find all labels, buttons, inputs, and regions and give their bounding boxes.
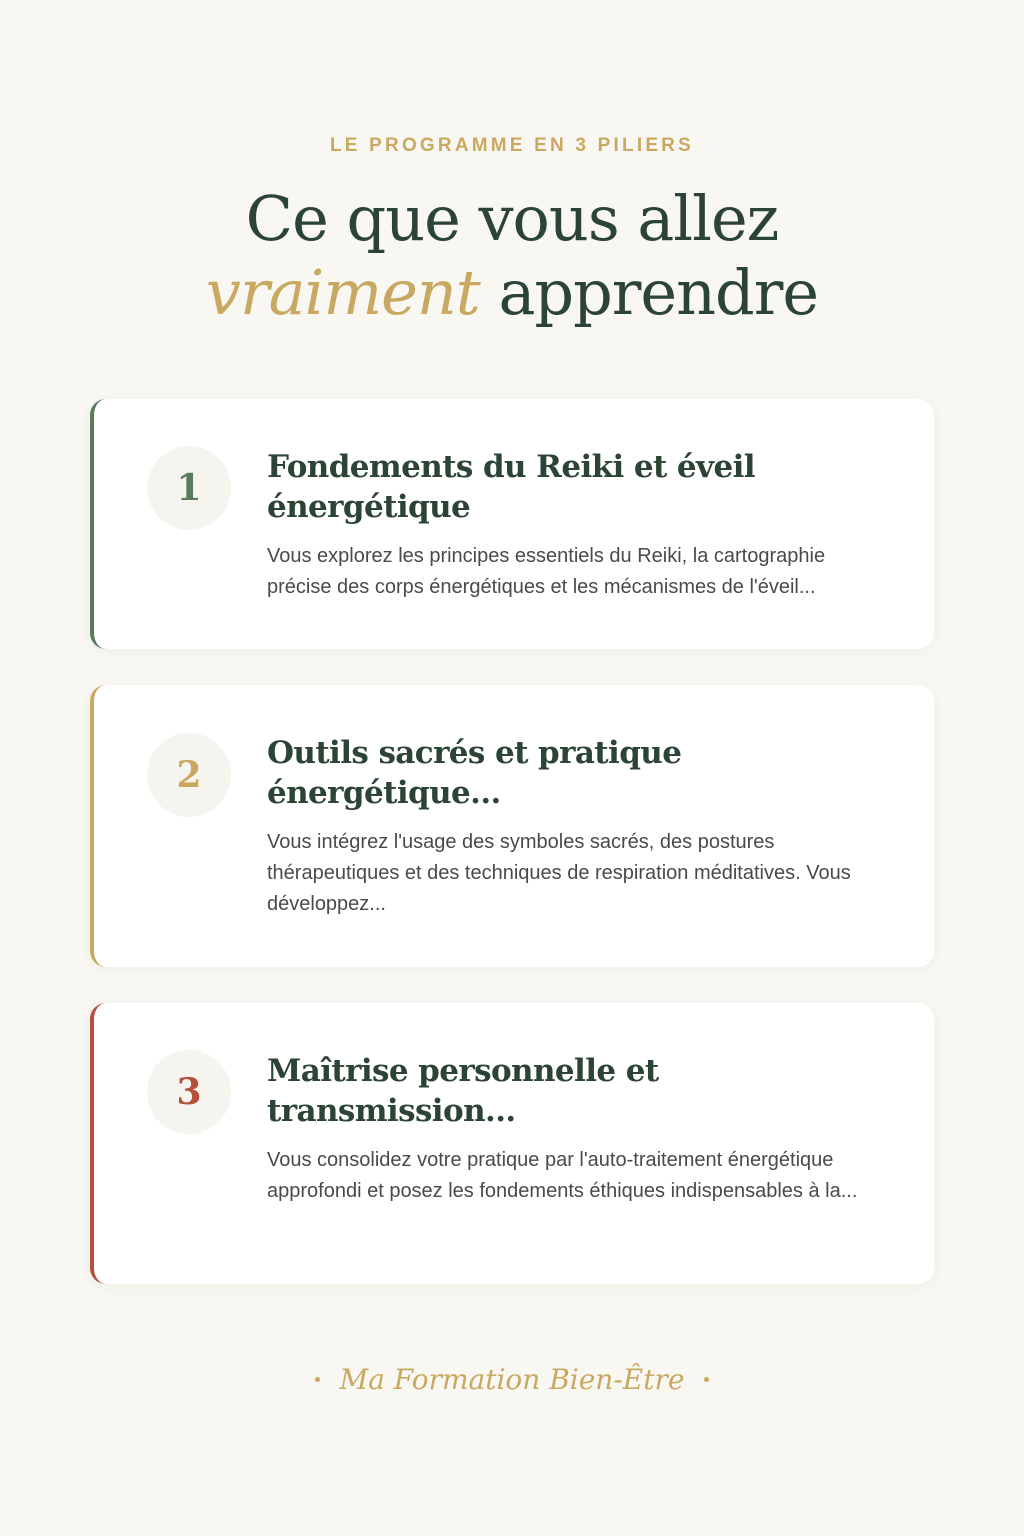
pillar-title: Fondements du Reiki et éveil énergétique: [267, 449, 755, 525]
pillar-description: Vous intégrez l'usage des symboles sacrés, des postures thérapeutiques et des techniques de respiration méditatives. Vous développez...: [267, 831, 851, 915]
dot-separator-icon: [704, 1377, 709, 1382]
pillar-title: Outils sacrés et pratique énergétique...: [267, 735, 682, 811]
pillar-card-2: [90, 685, 934, 967]
pillar-number-badge: 2: [147, 733, 231, 817]
footer-brand: [0, 1360, 1024, 1400]
pillar-body: [267, 447, 894, 603]
dot-separator-icon: [315, 1377, 320, 1382]
section-eyebrow: LE PROGRAMME EN 3 PILIERS: [330, 135, 694, 156]
pillar-description: Vous explorez les principes essentiels du Reiki, la cartographie précise des corps énergétiques et les mécanismes de l'éveil...: [267, 545, 826, 598]
pillar-card-3: [90, 1003, 934, 1284]
brand-name: Ma Formation Bien-Être: [339, 1363, 685, 1396]
section-headline: [0, 182, 1024, 330]
pillar-body: [267, 1051, 894, 1207]
pillar-body: [267, 733, 894, 920]
pillar-number-badge: 1: [147, 446, 231, 530]
headline-accent: vraiment: [205, 256, 480, 329]
headline-line1: Ce que vous allez: [245, 182, 779, 255]
pillar-card-1: [90, 399, 934, 649]
headline-rest: apprendre: [498, 256, 819, 329]
pillar-title: Maîtrise personnelle et transmission...: [267, 1053, 659, 1129]
pillar-description: Vous consolidez votre pratique par l'auto-traitement énergétique approfondi et posez les fondements éthiques indispensables à la...: [267, 1149, 858, 1202]
pillar-number-badge: 3: [147, 1050, 231, 1134]
